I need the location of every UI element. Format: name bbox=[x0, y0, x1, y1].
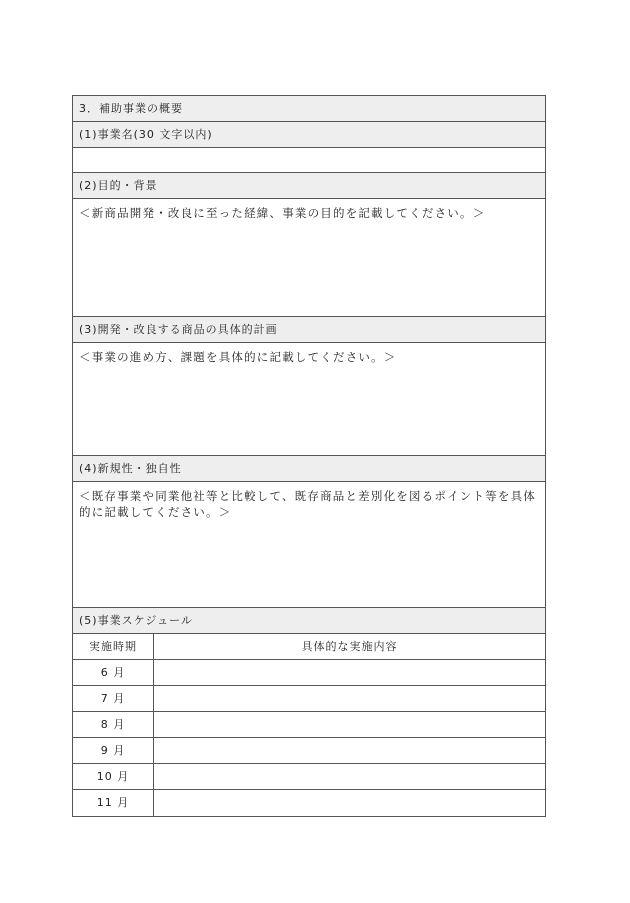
table-row bbox=[73, 660, 545, 686]
schedule-month: 7 月 bbox=[73, 686, 154, 711]
schedule-content-cell[interactable] bbox=[154, 790, 545, 816]
project-overview-form bbox=[72, 95, 546, 817]
schedule-month: 6 月 bbox=[73, 660, 154, 685]
schedule-month: 9 月 bbox=[73, 738, 154, 763]
schedule-content-cell[interactable] bbox=[154, 686, 545, 711]
purpose-background-label: (2)目的・背景 bbox=[73, 173, 545, 199]
purpose-background-field[interactable] bbox=[73, 199, 545, 317]
table-row bbox=[73, 790, 545, 816]
novelty-field[interactable] bbox=[73, 482, 545, 608]
schedule-content-cell[interactable] bbox=[154, 660, 545, 685]
table-row bbox=[73, 764, 545, 790]
development-plan-label: (3)開発・改良する商品の具体的計画 bbox=[73, 317, 545, 343]
schedule-month: 8 月 bbox=[73, 712, 154, 737]
schedule-content-cell[interactable] bbox=[154, 712, 545, 737]
table-row bbox=[73, 712, 545, 738]
schedule-header-row bbox=[73, 634, 545, 660]
schedule-label: (5)事業スケジュール bbox=[73, 608, 545, 634]
novelty-instruction: ＜既存事業や同業他社等と比較して、既存商品と差別化を図るポイント等を具体的に記載してください。＞ bbox=[79, 489, 536, 519]
development-plan-instruction: ＜事業の進め方、課題を具体的に記載してください。＞ bbox=[79, 350, 397, 364]
novelty-label: (4)新規性・独自性 bbox=[73, 456, 545, 482]
table-row bbox=[73, 738, 545, 764]
project-name-field[interactable] bbox=[73, 148, 545, 173]
schedule-header-content: 具体的な実施内容 bbox=[301, 640, 398, 653]
table-row bbox=[73, 686, 545, 712]
schedule-header-period: 実施時期 bbox=[73, 634, 154, 659]
schedule-content-cell[interactable] bbox=[154, 764, 545, 789]
development-plan-field[interactable] bbox=[73, 343, 545, 456]
schedule-content-cell[interactable] bbox=[154, 738, 545, 763]
purpose-background-instruction: ＜新商品開発・改良に至った経緯、事業の目的を記載してください。＞ bbox=[79, 206, 486, 220]
section-title: 3．補助事業の概要 bbox=[73, 96, 545, 122]
project-name-label: (1)事業名(30 文字以内) bbox=[73, 122, 545, 148]
schedule-month: 11 月 bbox=[73, 790, 154, 816]
schedule-month: 10 月 bbox=[73, 764, 154, 789]
